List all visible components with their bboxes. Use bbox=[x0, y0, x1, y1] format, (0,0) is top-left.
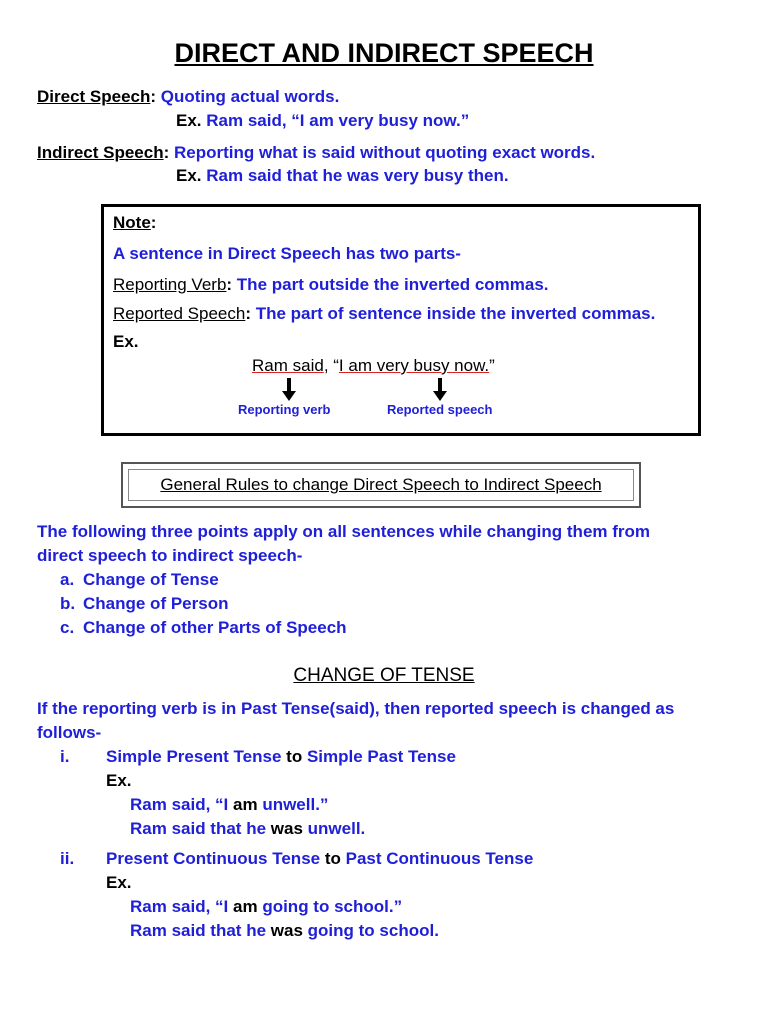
example-part: Ram said that he bbox=[130, 819, 267, 838]
reported-speech-definition: The part of sentence inside the inverted commas. bbox=[255, 304, 656, 323]
list-text: Change of Person bbox=[83, 594, 229, 613]
example-prefix: Ex. bbox=[176, 111, 202, 130]
rule-title bbox=[106, 747, 456, 767]
note-example-sentence bbox=[252, 356, 495, 376]
rule-to: Past Continuous Tense bbox=[345, 849, 534, 868]
indirect-speech-line: Indirect Speech: Reporting what is said without quoting exact words. bbox=[37, 143, 596, 162]
intro-line1: The following three points apply on all sentences while changing them from bbox=[37, 522, 651, 541]
direct-speech-example bbox=[176, 111, 469, 131]
reported-speech-line: Reported Speech: The part of sentence inside the inverted commas. bbox=[113, 304, 656, 323]
direct-speech-definition: Quoting actual words. bbox=[160, 87, 340, 106]
reporting-verb-part: Ram said bbox=[252, 356, 324, 375]
tense-intro-line2: follows- bbox=[37, 723, 102, 742]
change-of-tense-heading: CHANGE OF TENSE bbox=[293, 665, 475, 686]
reported-speech-caption: Reported speech bbox=[387, 402, 493, 417]
rule-to: Simple Past Tense bbox=[306, 747, 456, 766]
example-part: Ram said, “I bbox=[130, 897, 229, 916]
reporting-verb-definition: The part outside the inverted commas. bbox=[236, 275, 549, 294]
rule-title bbox=[106, 849, 533, 869]
example-part: unwell.” bbox=[262, 795, 329, 814]
list-text: Change of other Parts of Speech bbox=[83, 618, 347, 637]
list-marker: a. bbox=[60, 570, 75, 589]
direct-speech-label: Direct Speech bbox=[37, 87, 151, 106]
reporting-verb-label: Reporting Verb bbox=[113, 275, 227, 294]
page-title: DIRECT AND INDIRECT SPEECH bbox=[174, 38, 594, 68]
indirect-example bbox=[130, 819, 365, 839]
example-verb: was bbox=[270, 819, 303, 838]
list-marker: b. bbox=[60, 594, 76, 613]
note-heading-text: Note bbox=[113, 213, 151, 232]
example-part: going to school.” bbox=[262, 897, 403, 916]
example-text: Ram said, “I am very busy now.” bbox=[206, 111, 470, 130]
down-arrow-icon bbox=[281, 378, 297, 402]
quote-open: , “ bbox=[323, 356, 339, 375]
indirect-speech-example bbox=[176, 166, 509, 186]
example-verb: am bbox=[233, 795, 258, 814]
rule-to-word: to bbox=[324, 849, 341, 868]
indirect-example bbox=[130, 921, 439, 941]
list-item bbox=[60, 618, 347, 638]
note-line1: A sentence in Direct Speech has two parts- bbox=[113, 244, 461, 263]
example-part: unwell. bbox=[307, 819, 366, 838]
rule-from: Present Continuous Tense bbox=[106, 849, 321, 868]
intro-line2: direct speech to indirect speech- bbox=[37, 546, 303, 565]
reporting-verb-line: Reporting Verb: The part outside the inverted commas. bbox=[113, 275, 549, 294]
list-text: Change of Tense bbox=[83, 570, 219, 589]
reported-speech-part: I am very busy now. bbox=[338, 356, 490, 375]
direct-example bbox=[130, 897, 402, 917]
example-part: going to school. bbox=[307, 921, 439, 940]
list-item bbox=[60, 570, 219, 590]
example-prefix: Ex. bbox=[176, 166, 202, 185]
example-part: Ram said that he bbox=[130, 921, 267, 940]
indirect-speech-definition: Reporting what is said without quoting exact words. bbox=[174, 143, 596, 162]
indirect-speech-label: Indirect Speech bbox=[37, 143, 164, 162]
direct-example bbox=[130, 795, 328, 815]
quote-close: ” bbox=[489, 356, 495, 375]
list-item bbox=[60, 594, 228, 614]
example-text: Ram said that he was very busy then. bbox=[206, 166, 509, 185]
rule-marker: i. bbox=[60, 747, 70, 766]
rule-marker: ii. bbox=[60, 849, 75, 868]
rule-from: Simple Present Tense bbox=[106, 747, 282, 766]
rule-example-prefix: Ex. bbox=[106, 771, 132, 790]
down-arrow-icon bbox=[432, 378, 448, 402]
example-verb: was bbox=[270, 921, 303, 940]
rule-example-prefix: Ex. bbox=[106, 873, 132, 892]
note-heading: Note: bbox=[113, 213, 157, 232]
list-marker: c. bbox=[60, 618, 75, 637]
example-part: Ram said, “I bbox=[130, 795, 229, 814]
example-verb: am bbox=[233, 897, 258, 916]
tense-intro-line1: If the reporting verb is in Past Tense(said), then reported speech is changed as bbox=[37, 699, 675, 718]
direct-speech-line: Direct Speech: Quoting actual words. bbox=[37, 87, 340, 106]
note-example-prefix: Ex. bbox=[113, 332, 139, 351]
reported-speech-label: Reported Speech bbox=[113, 304, 246, 323]
rule-to-word: to bbox=[286, 747, 303, 766]
general-rules-heading: General Rules to change Direct Speech to Indirect Speech bbox=[160, 475, 602, 494]
reporting-verb-caption: Reporting verb bbox=[238, 402, 331, 417]
